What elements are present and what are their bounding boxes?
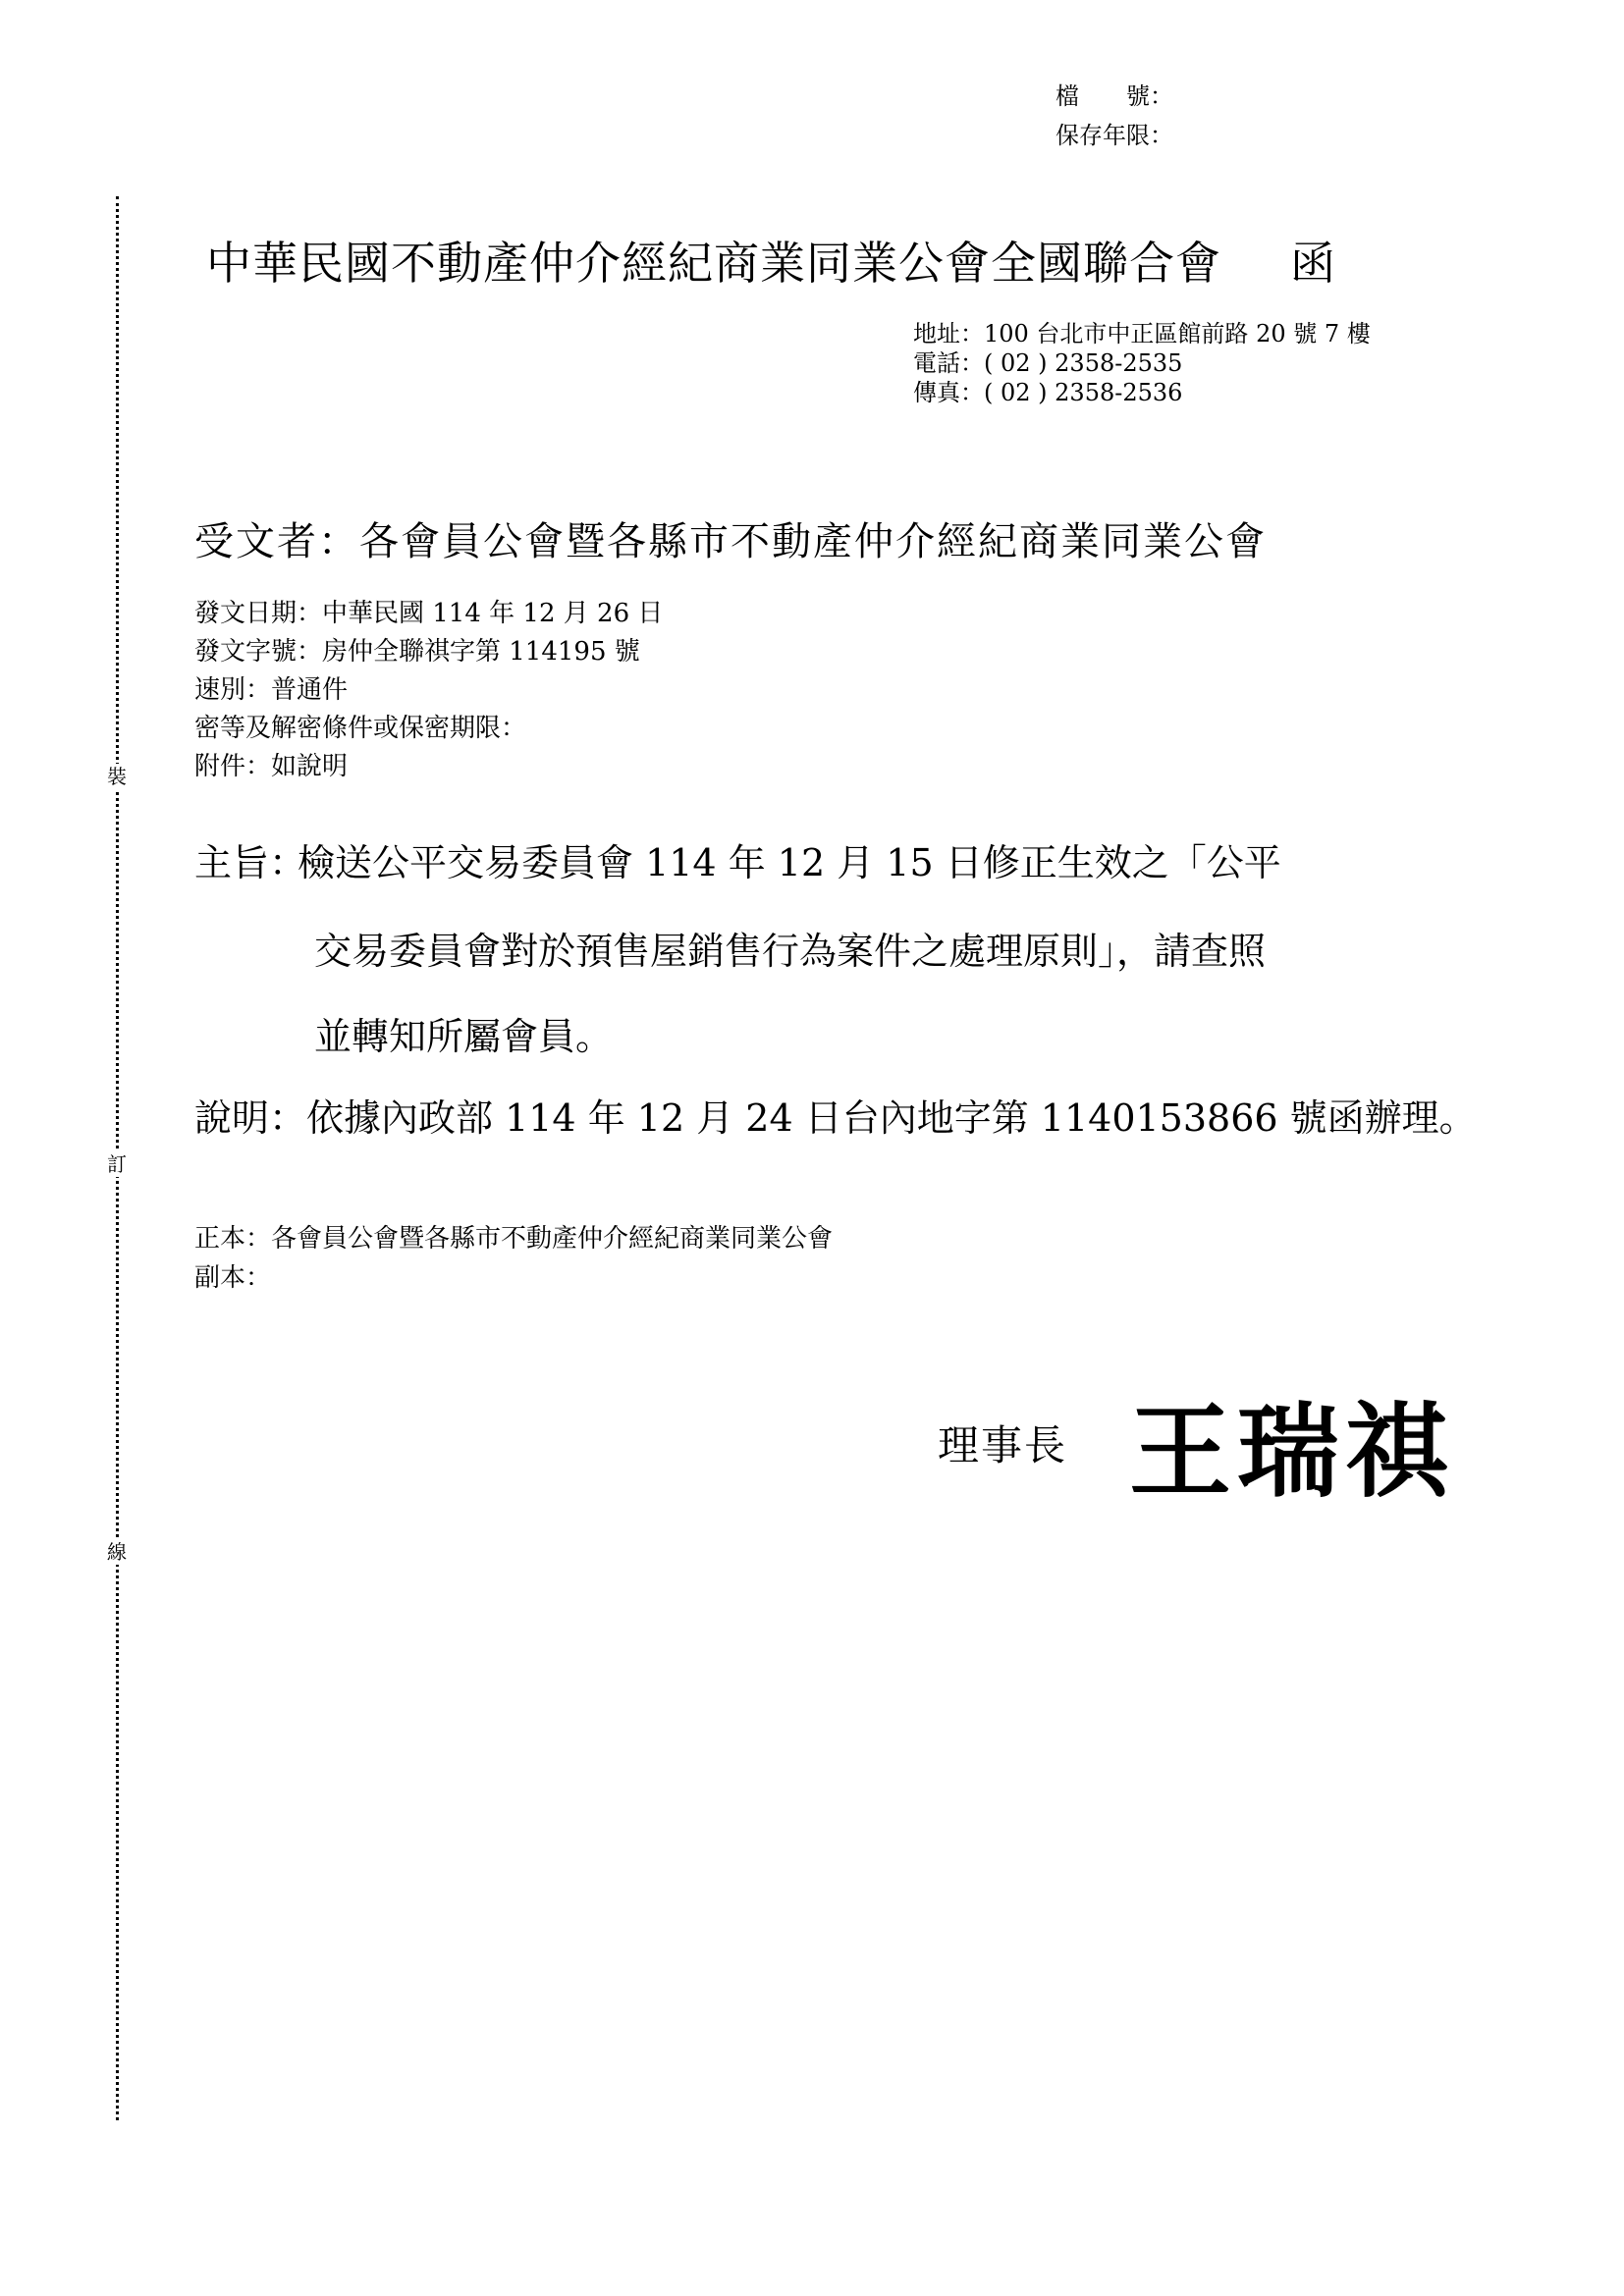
phone-line: 電話：( 02 ) 2358-2535 — [913, 349, 1183, 377]
document-meta-block — [194, 595, 663, 786]
file-info-block — [1056, 77, 1173, 155]
binding-char-staple: 訂 — [104, 1151, 130, 1177]
binding-char-line: 線 — [104, 1539, 130, 1565]
distribution-block — [194, 1219, 833, 1298]
binding-char-bind: 裝 — [104, 764, 130, 789]
file-number-label: 檔 號： — [1056, 82, 1173, 110]
delivery-speed: 速別：普通件 — [194, 675, 349, 705]
subject-label: 主旨： — [194, 841, 307, 884]
confidentiality-level: 密等及解密條件或保密期限： — [194, 714, 527, 743]
attachment-line: 附件：如說明 — [194, 752, 349, 781]
fax-line: 傳真：( 02 ) 2358-2536 — [913, 379, 1183, 406]
address-line: 地址：100 台北市中正區館前路 20 號 7 樓 — [913, 320, 1371, 347]
organization-name: 中華民國不動產仲介經紀商業同業公會全國聯合會 — [206, 237, 1221, 290]
document-title — [206, 228, 1336, 293]
subject-line-1: 檢送公平交易委員會 114 年 12 月 15 日修正生效之「公平 — [298, 841, 1281, 884]
retention-period-label: 保存年限： — [1056, 122, 1173, 149]
signer-title: 理事長 — [938, 1421, 1068, 1469]
recipient-line: 受文者：各會員公會暨各縣市不動產仲介經紀商業同業公會 — [194, 519, 1267, 564]
copy-recipients: 副本： — [194, 1263, 272, 1293]
issue-date: 發文日期：中華民國 114 年 12 月 26 日 — [194, 599, 664, 628]
subject-line-3: 並轉知所屬會員。 — [314, 1015, 614, 1058]
explanation-line: 說明：依據內政部 114 年 12 月 24 日台內地字第 1140153866 號函辦理。 — [194, 1096, 1477, 1140]
subject-line-2: 交易委員會對於預售屋銷售行為案件之處理原則」，請查照 — [314, 930, 1267, 973]
signer-signature: 王瑞祺 — [1129, 1392, 1454, 1512]
document-number: 發文字號：房仲全聯祺字第 114195 號 — [194, 637, 640, 667]
document-type: 函 — [1290, 237, 1336, 290]
original-recipients: 正本：各會員公會暨各縣市不動產仲介經紀商業同業公會 — [194, 1224, 834, 1254]
contact-block — [913, 319, 1371, 407]
